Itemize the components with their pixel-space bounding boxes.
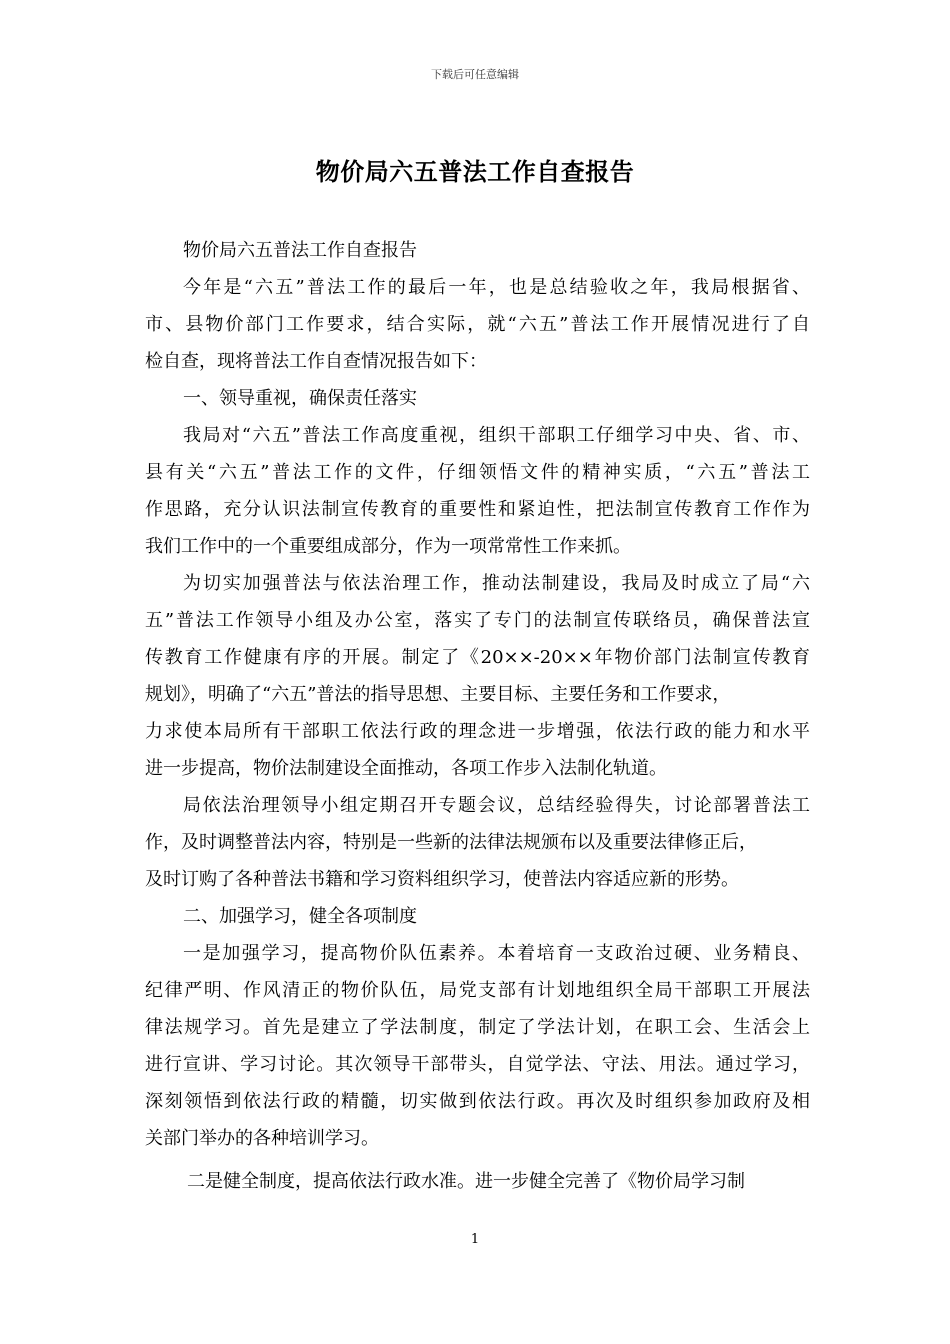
paragraph-line: 我局对“六五”普法工作高度重视，组织干部职工仔细学习中央、省、市、: [183, 425, 810, 446]
paragraph-line: 二是健全制度，提高依法行政水准。进一步健全完善了《物价局学习制: [187, 1171, 745, 1192]
paragraph-line: 进行宣讲、学习讨论。其次领导干部带头，自觉学法、守法、用法。通过学习，: [145, 1054, 810, 1075]
paragraph-line: 传教育工作健康有序的开展。制定了《20××-20××年物价部门法制宣传教育: [145, 647, 810, 668]
section-heading: 一、领导重视，确保责任落实: [183, 388, 417, 409]
page-number: 1: [470, 1232, 480, 1247]
paragraph-line: 我们工作中的一个重要组成部分，作为一项常常性工作来抓。: [145, 536, 631, 557]
page-header-note: 下载后可任意编辑: [431, 68, 519, 81]
paragraph-line: 五”普法工作领导小组及办公室，落实了专门的法制宣传联络员，确保普法宣: [145, 610, 810, 631]
paragraph-line: 为切实加强普法与依法治理工作，推动法制建设，我局及时成立了局“六: [183, 573, 810, 594]
paragraph-line: 纪律严明、作风清正的物价队伍，局党支部有计划地组织全局干部职工开展法: [145, 980, 810, 1001]
paragraph-line: 局依法治理领导小组定期召开专题会议，总结经验得失，讨论部署普法工: [183, 795, 810, 816]
paragraph-line: 力求使本局所有干部职工依法行政的理念进一步增强，依法行政的能力和水平: [145, 721, 810, 742]
paragraph-line: 深刻领悟到依法行政的精髓，切实做到依法行政。再次及时组织参加政府及相: [145, 1091, 810, 1112]
paragraph-line: 关部门举办的各种培训学习。: [145, 1128, 379, 1149]
paragraph-line: 作，及时调整普法内容，特别是一些新的法律法规颁布以及重要法律修正后，: [145, 832, 757, 853]
paragraph-line: 作思路，充分认识法制宣传教育的重要性和紧迫性，把法制宣传教育工作作为: [145, 499, 810, 520]
section-heading: 二、加强学习，健全各项制度: [183, 906, 417, 927]
paragraph-line: 市、县物价部门工作要求，结合实际，就“六五”普法工作开展情况进行了自: [145, 314, 810, 335]
paragraph-line: 及时订购了各种普法书籍和学习资料组织学习，使普法内容适应新的形势。: [145, 869, 739, 890]
paragraph-line: 一是加强学习，提高物价队伍素养。本着培育一支政治过硬、业务精良、: [183, 943, 810, 964]
paragraph-line: 进一步提高，物价法制建设全面推动，各项工作步入法制化轨道。: [145, 758, 667, 779]
document-title: 物价局六五普法工作自查报告: [315, 157, 635, 186]
paragraph-line: 规划》，明确了“六五”普法的指导思想、主要目标、主要任务和工作要求，: [145, 684, 731, 705]
paragraph-line: 律法规学习。首先是建立了学法制度，制定了学法计划，在职工会、生活会上: [145, 1017, 810, 1038]
paragraph-line: 今年是“六五”普法工作的最后一年，也是总结验收之年，我局根据省、: [183, 277, 810, 298]
document-body: [145, 232, 810, 1200]
subtitle-line: 物价局六五普法工作自查报告: [183, 240, 417, 261]
paragraph-line: 县有关“六五”普法工作的文件，仔细领悟文件的精神实质，“六五”普法工: [145, 462, 810, 483]
paragraph-line: 检自查，现将普法工作自查情况报告如下：: [145, 351, 487, 372]
